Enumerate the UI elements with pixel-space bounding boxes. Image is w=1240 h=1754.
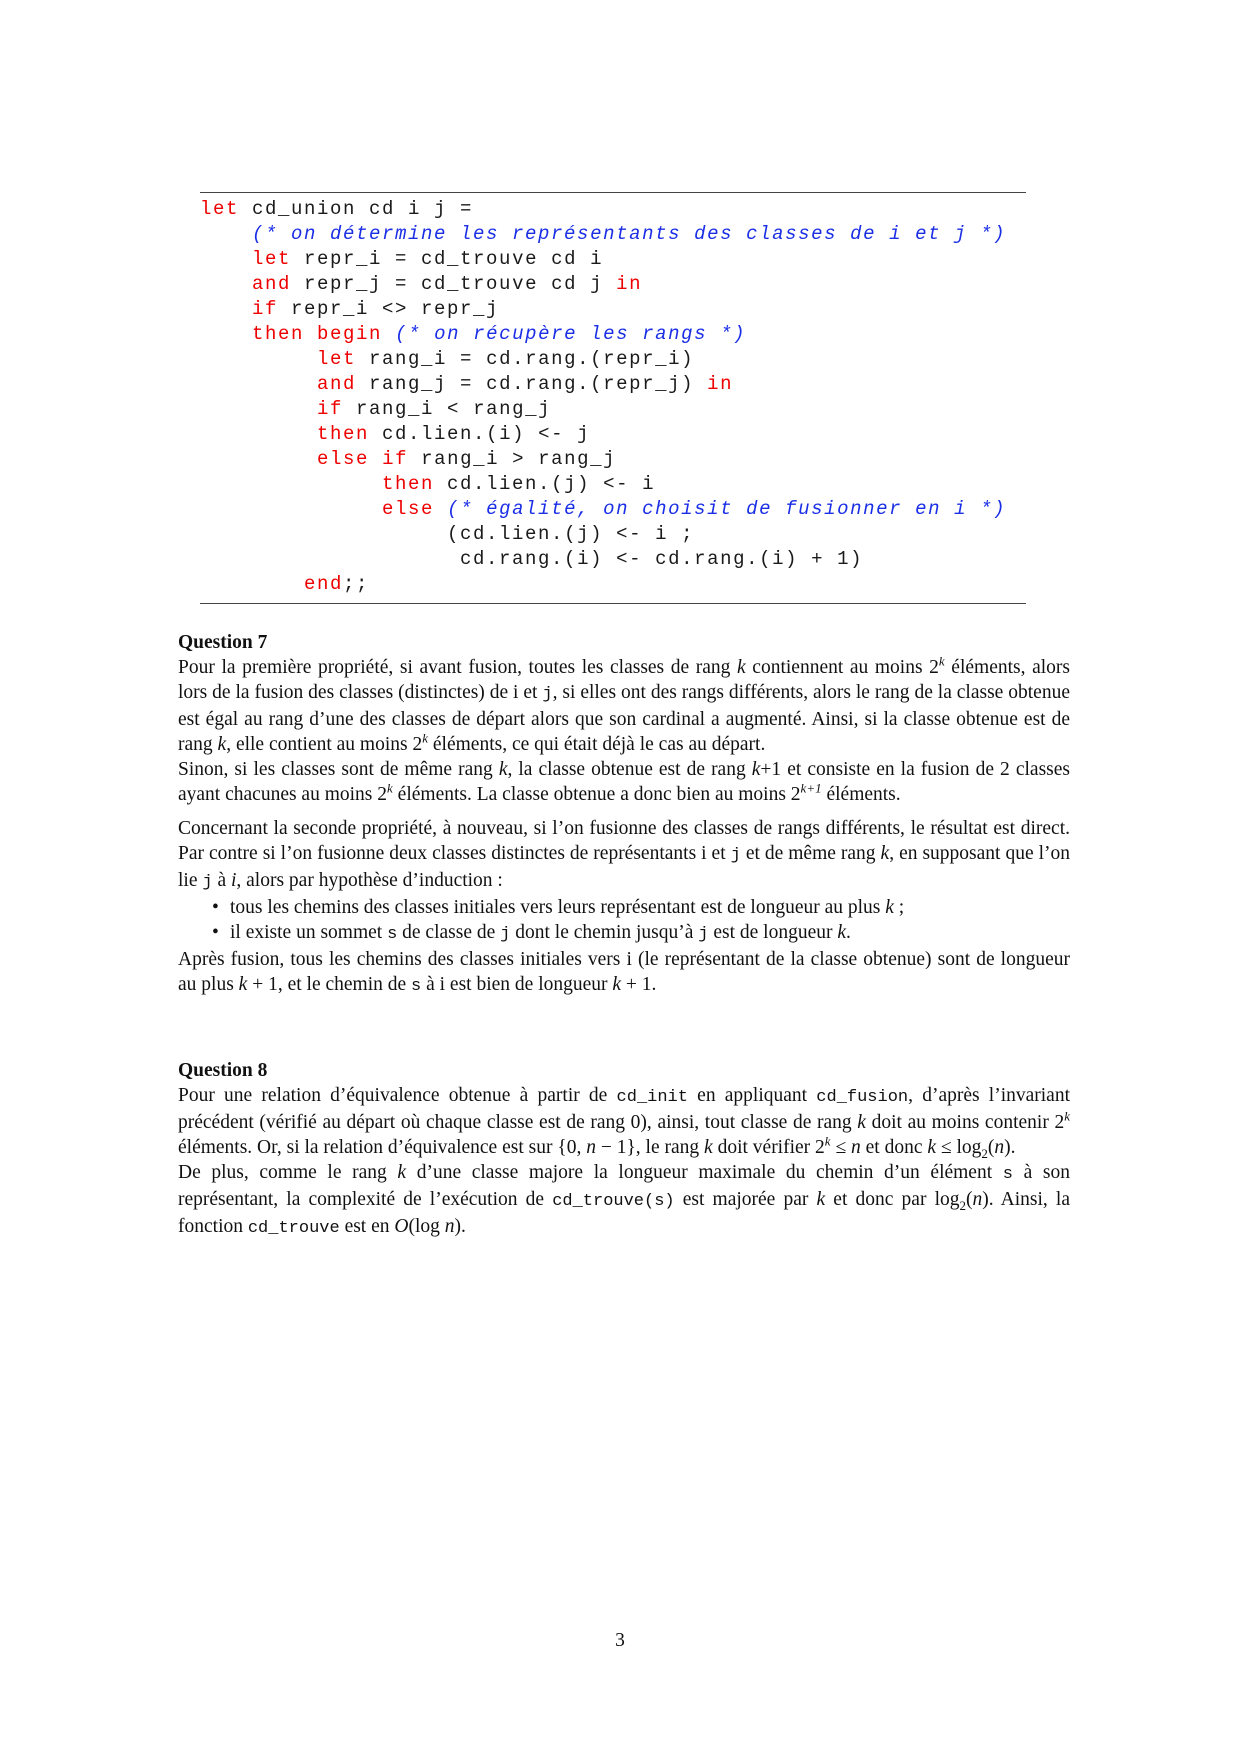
code-text: rang_j = cd.rang.(repr_j) (356, 373, 708, 395)
question-7-heading: Question 7 (178, 632, 268, 653)
code-text: repr_i = cd_trouve cd i (291, 248, 604, 270)
code-text: ;; (343, 573, 370, 595)
code-text: cd.lien.(i) <- j (369, 423, 591, 445)
q7-paragraph-1: Pour la première propriété, si avant fusion, toutes les classes de rang k contiennent au moins 2$^k$ éléments, alors lors de la fusion des classes (distinctes) de i et j, si elles ont des rangs différents, alors le rang de la classe obtenue est égal au rang d’une des classes de départ alors que son cardinal a augmenté. Ainsi, si la classe obtenue est de rang k, elle contient au moins 2$^k$ éléments, ce qui était déjà le cas au départ. (178, 653, 1070, 755)
code-keyword: let (317, 348, 357, 370)
code-keyword: if (252, 298, 279, 320)
code-line (200, 197, 1026, 222)
q7-paragraph-2: Sinon, si les classes sont de même rang k, la classe obtenue est de rang k+1 et consiste en la fusion de 2 classes ayant chacunes au moins 2$^k$ éléments. La classe obtenue a donc bien au moins $2^{k+1}$ éléments. (178, 759, 1070, 805)
code-comment: (* on détermine les représentants des classes de i et j *) (252, 223, 1007, 245)
list-item: • il existe un sommet s de classe de j dont le chemin jusqu’à j est de longueur k. (212, 920, 1070, 947)
code-line (200, 472, 1026, 497)
code-text: cd_union cd i j = (239, 198, 474, 220)
code-keyword: if (317, 398, 344, 420)
code-text: rang_i < rang_j (343, 398, 552, 420)
code-keyword: begin (317, 323, 383, 345)
code-line (200, 572, 1026, 597)
code-top-rule (200, 192, 1026, 193)
code-text: cd.rang.(i) <- cd.rang.(i) + 1) (460, 548, 864, 570)
q7-paragraph-4: Après fusion, tous les chemins des classes initiales vers i (le représentant de la classe obtenue) sont de longueur au plus k + 1, et le chemin de s à i est bien de longueur k + 1. (178, 949, 1070, 996)
list-item: • tous les chemins des classes initiales vers leurs représentant est de longueur au plus k ; (212, 895, 1070, 920)
code-text: repr_j = cd_trouve cd j (291, 273, 617, 295)
question-8-heading: Question 8 (178, 1060, 268, 1081)
code-keyword: in (707, 373, 734, 395)
ocaml-code (200, 197, 1026, 597)
code-line (200, 372, 1026, 397)
code-line (200, 547, 1026, 572)
code-text (434, 498, 447, 520)
code-keyword: else (317, 448, 370, 470)
code-text: rang_i = cd.rang.(repr_i) (356, 348, 695, 370)
code-keyword: let (200, 198, 240, 220)
code-comment: (* égalité, on choisit de fusionner en i *) (447, 498, 1007, 520)
q7-paragraph-3: Concernant la seconde propriété, à nouveau, si l’on fusionne des classes de rangs différents, le résultat est direct. Par contre si l’on fusionne deux classes distinctes de représentants i et j et de même rang k, en supposant que l’on lie j à i, alors par hypothèse d’induction : (178, 818, 1070, 892)
code-keyword: and (252, 273, 292, 295)
code-line (200, 247, 1026, 272)
code-keyword: and (317, 373, 357, 395)
code-keyword: if (382, 448, 409, 470)
code-keyword: then (382, 473, 435, 495)
code-line (200, 447, 1026, 472)
code-line (200, 497, 1026, 522)
code-text: cd.lien.(j) <- i (434, 473, 656, 495)
code-line (200, 297, 1026, 322)
code-line (200, 522, 1026, 547)
code-bottom-rule (200, 603, 1026, 604)
code-line (200, 422, 1026, 447)
code-line (200, 222, 1026, 247)
code-text: (cd.lien.(j) <- i ; (447, 523, 695, 545)
question-8-section (178, 1058, 1070, 1241)
code-text (382, 323, 395, 345)
page-number: 3 (615, 1630, 625, 1651)
induction-hypothesis-list (178, 895, 1070, 947)
code-text (304, 323, 317, 345)
code-line (200, 272, 1026, 297)
code-line (200, 347, 1026, 372)
code-keyword: let (252, 248, 292, 270)
code-line (200, 322, 1026, 347)
code-keyword: else (382, 498, 435, 520)
code-keyword: then (317, 423, 370, 445)
code-listing (200, 192, 1026, 604)
code-text: repr_i <> repr_j (278, 298, 500, 320)
code-keyword: end (304, 573, 344, 595)
q8-paragraph-2: De plus, comme le rang k d’une classe majore la longueur maximale du chemin d’un élément s à son représentant, la complexité de l’exécution de cd_trouve(s) est majorée par k et donc par $\log_2(n)$. Ainsi, la fonction cd_trouve est en O(log n). (178, 1162, 1070, 1238)
code-comment: (* on récupère les rangs *) (395, 323, 747, 345)
code-text: rang_i > rang_j (408, 448, 617, 470)
question-7-section (178, 630, 1070, 999)
code-keyword: in (616, 273, 643, 295)
code-keyword: then (252, 323, 305, 345)
q8-paragraph-1: Pour une relation d’équivalence obtenue à partir de cd_init en appliquant cd_fusion, d’après l’invariant précédent (vérifié au départ où chaque classe est de rang 0), ainsi, tout classe de rang k doit au moins contenir 2$^k$ éléments. Or, si la relation d’équivalence est sur {0, n − 1}, le rang k doit vérifier $2^k \le n$ et donc $k \le \log_2(n)$. (178, 1085, 1071, 1161)
code-text (369, 448, 382, 470)
code-line (200, 397, 1026, 422)
